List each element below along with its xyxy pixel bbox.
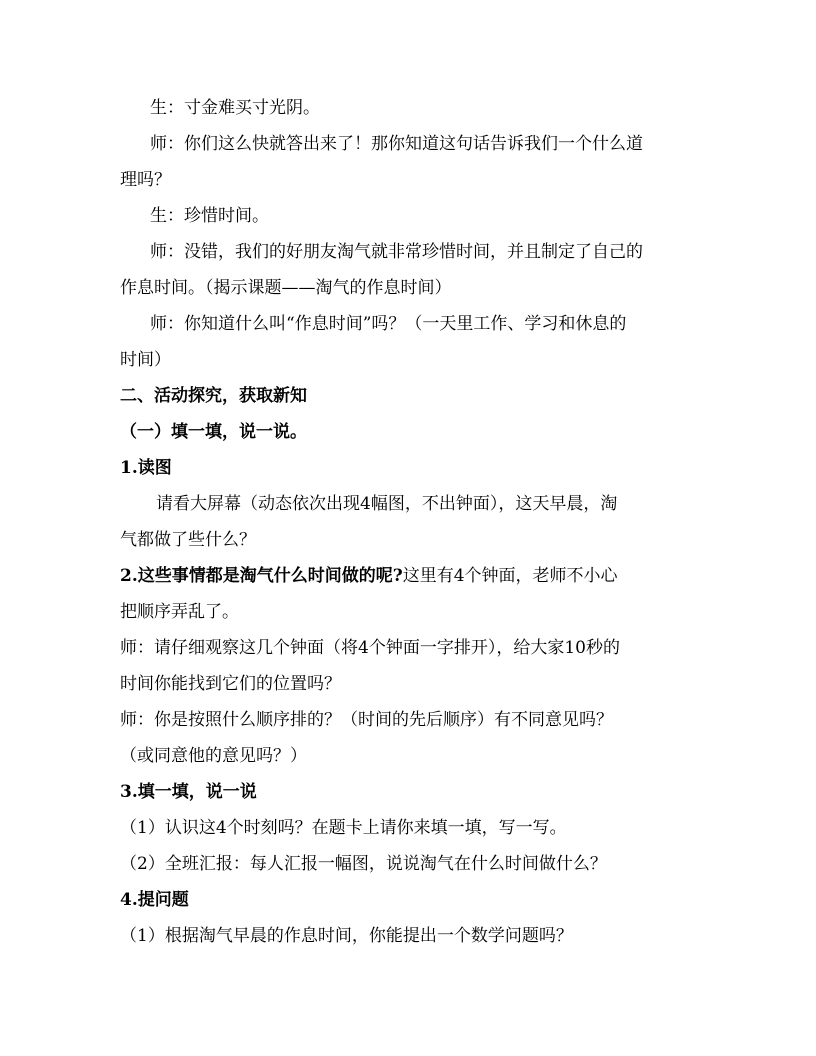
dialogue-line: 师：你是按照什么顺序排的？（时间的先后顺序）有不同意见吗？ [120, 710, 613, 730]
paragraph-line-continued: 气都做了些什么？ [120, 530, 256, 550]
step-heading: 1.读图 [120, 458, 172, 478]
step-heading: 3.填一填，说一说 [120, 782, 257, 802]
list-item: （1）认识这4个时刻吗？在题卡上请你来填一填，写一写。 [120, 818, 567, 838]
step-heading: 4.提问题 [120, 890, 189, 910]
dialogue-line-continued: 时间） [120, 350, 171, 370]
dialogue-line-continued: 时间你能找到它们的位置吗？ [120, 674, 341, 694]
list-item: （1）根据淘气早晨的作息时间，你能提出一个数学问题吗？ [120, 926, 573, 946]
dialogue-line-continued: 理吗？ [120, 170, 171, 190]
dialogue-line-continued: 作息时间。（揭示课题——淘气的作息时间） [120, 278, 452, 298]
dialogue-line: 生：寸金难买寸光阴。 [150, 98, 320, 118]
list-item: （2）全班汇报：每人汇报一幅图，说说淘气在什么时间做什么？ [120, 854, 607, 874]
dialogue-line-continued: （或同意他的意见吗？） [120, 746, 307, 766]
section-heading: 二、活动探究，获取新知 [120, 386, 307, 406]
paragraph-line: 请看大屏幕（动态依次出现4幅图，不出钟面），这天早晨，淘 [156, 494, 618, 514]
step-text: 这里有4个钟面，老师不小心 [402, 566, 618, 586]
dialogue-line: 师：没错，我们的好朋友淘气就非常珍惜时间，并且制定了自己的 [150, 242, 643, 262]
dialogue-line: 师：你知道什么叫“作息时间”吗？（一天里工作、学习和休息的 [150, 314, 627, 334]
dialogue-line: 师：你们这么快就答出来了！那你知道这句话告诉我们一个什么道 [150, 134, 643, 154]
paragraph-line-continued: 把顺序弄乱了。 [120, 602, 239, 622]
step-line [120, 565, 710, 587]
subsection-heading: （一）填一填，说一说。 [120, 422, 307, 442]
dialogue-line: 师：请仔细观察这几个钟面（将4个钟面一字排开），给大家10秒的 [120, 638, 620, 658]
dialogue-line: 生：珍惜时间。 [150, 206, 269, 226]
step-heading-bold: 2.这些事情都是淘气什么时间做的呢? [120, 566, 403, 586]
